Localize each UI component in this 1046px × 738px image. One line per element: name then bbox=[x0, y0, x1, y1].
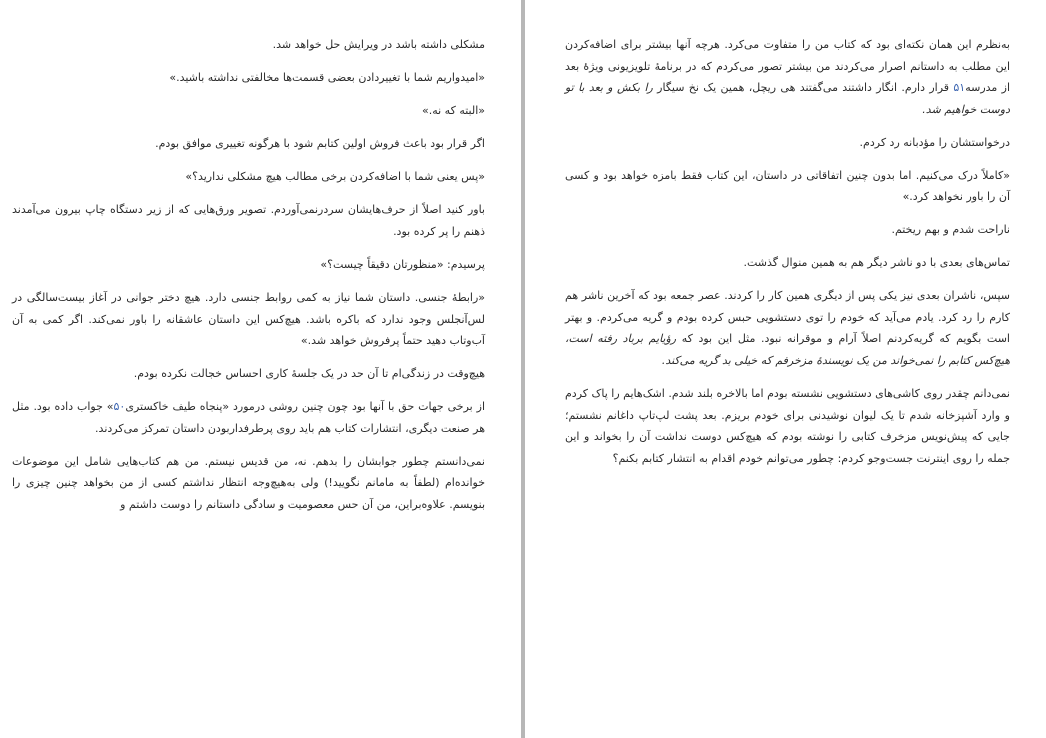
left-paragraph-3: «البته که نه.» bbox=[422, 104, 485, 118]
right-paragraph-4: ناراحت شدم و بهم ریختم. bbox=[891, 223, 1010, 237]
left-paragraph-2: «امیدواریم شما با تغییردادن بعضی قسمت‌ها مخالفتی نداشته باشید.» bbox=[169, 71, 485, 85]
right-paragraph-5: تماس‌های بعدی با دو ناشر دیگر هم به همین منوال گذشت. bbox=[743, 256, 1010, 270]
right-paragraph-6 bbox=[565, 285, 1010, 371]
left-paragraph-10 bbox=[12, 396, 485, 439]
right-p1-text-before: به‌نظرم این همان نکته‌ای بود که کتاب من را متفاوت می‌کرد. هرچه آنها بیشتر برای اضافه‌کردن این مطلب به داستانم اصرار می‌کردند من بیشتر تصور می‌کردم که در برنامهٔ تلویزیونی ویژهٔ بعد از مدرسه bbox=[565, 38, 1010, 94]
left-paragraph-8: «رابطهٔ جنسی. داستان شما نیاز به کمی روابط جنسی دارد. هیچ دختر جوانی در آغاز بیست‌سالگی در لس‌آنجلس وجود ندارد که باکره باشد. هیچ‌کس این داستان عاشقانه را باور نمی‌کند. اگر کمی به آن آب‌وتاب دهید حتماً پرفروش خواهد شد.» bbox=[12, 291, 485, 348]
left-paragraph-6: باور کنید اصلاً از حرف‌هایشان سردرنمی‌آوردم. تصویر ورق‌هایی که از زیر دستگاه چاپ بیرون می‌آمدند ذهنم را پر کرده بود. bbox=[12, 203, 485, 238]
right-p1-italic: را بکش و بعد با تو دوست خواهیم شد. bbox=[565, 81, 1010, 116]
right-p6-text-before: سپس، ناشران بعدی نیز یکی پس از دیگری همین کار را کردند. عصر جمعه بود که آخرین ناشر هم کارم را رد کرد. یادم می‌آید که خودم را توی دستشویی حبس کرده بودم و گریه می‌کردم. و بهتر است بگویم که گریه‌کردنم اصلاً آرام و موقرانه نبود. مثل این بود که bbox=[565, 289, 1010, 346]
left-p10-text-before: از برخی جهات حق با آنها بود چون چنین روشی درمورد « bbox=[222, 400, 485, 414]
right-p6-italic: رؤیایم برباد رفته است، هیچ‌کس کتابم را نمی‌خواند من یک نویسندهٔ مزخرفم که خیلی بد گریه می‌کند. bbox=[565, 332, 1010, 367]
left-p10-text-after: » جواب داده بود. مثل هر صنعت دیگری، انتشارات کتاب هم باید روی پرطرفداربودن داستان تمرکز می‌کردند. bbox=[12, 400, 485, 435]
left-paragraph-5: «پس یعنی شما با اضافه‌کردن برخی مطالب هیچ مشکلی ندارید؟» bbox=[185, 170, 485, 184]
right-paragraph-2: درخواستشان را مؤدبانه رد کردم. bbox=[859, 135, 1010, 149]
right-paragraph-3: «کاملاً درک می‌کنیم. اما بدون چنین اتفاقاتی در داستان، این کتاب فقط بامزه خواهد بود و کسی آن را باور نخواهد کرد.» bbox=[565, 168, 1010, 204]
left-paragraph-7: پرسیدم: «منظورتان دقیقاً چیست؟» bbox=[320, 258, 485, 272]
left-paragraph-11: نمی‌دانستم چطور جوابشان را بدهم. نه، من قدیس نیستم. من هم کتاب‌هایی شامل این موضوعات خوانده‌ام (لطفاً به مامانم نگویید!) ولی به‌هیچ‌وجه انتظار نداشتم کسی از من بخواهد چنین چیزی را بنویسم. علاوه‌براین، من آن حس معصومیت و سادگی داستانم را دوست داشتم و bbox=[12, 454, 485, 511]
left-page bbox=[0, 0, 521, 738]
left-paragraph-1: مشکلی داشته باشد در ویرایش حل خواهد شد. bbox=[272, 38, 485, 51]
right-paragraph-7: نمی‌دانم چقدر روی کاشی‌های دستشویی نشسته بودم اما بالاخره بلند شدم. اشک‌هایم را پاک کردم و وارد آشپزخانه شدم تا یک لیوان نوشیدنی برای خودم بریزم. بعد پشت لپ‌تاپ داغانم نشستم؛ جایی که پیش‌نویس مزخرف کتابی را نوشته بودم که هیچ‌کس دوست نداشت آن را بخواند و این جمله را روی اینترنت جست‌وجو کردم: چطور می‌توانم خودم اقدام به انتشار کتابم بکنم؟ bbox=[565, 387, 1010, 465]
right-paragraph-1 bbox=[565, 34, 1010, 120]
right-page bbox=[525, 0, 1046, 738]
footnote-link-50[interactable]: ۵۰ bbox=[113, 400, 126, 414]
left-paragraph-4: اگر قرار بود باعث فروش اولین کتابم شود با هرگونه تغییری موافق بودم. bbox=[155, 137, 485, 151]
left-paragraph-9: هیچ‌وقت در زندگی‌ام تا آن حد در یک جلسهٔ کاری احساس خجالت نکرده بودم. bbox=[133, 367, 485, 381]
right-p1-text-middle: قرار دارم. انگار داشتند می‌گفتند هی ریچل، همین یک نخ سیگار bbox=[652, 81, 954, 94]
footnote-link-51[interactable]: ۵۱ bbox=[953, 81, 966, 94]
book-title-reference: پنجاه طیف خاکستری bbox=[125, 400, 223, 414]
